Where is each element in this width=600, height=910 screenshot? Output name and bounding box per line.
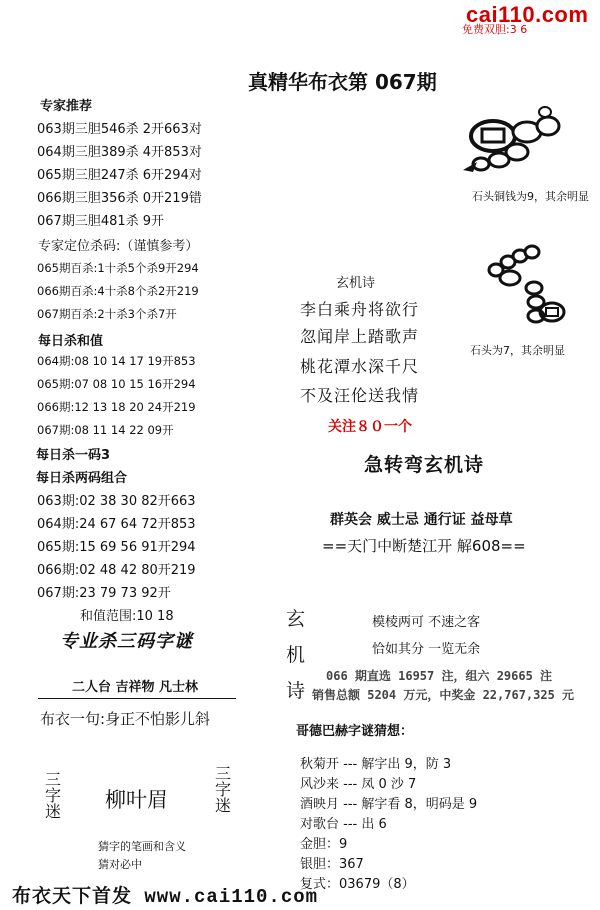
herb-words: 群英会 威士忌 通行证 益母草 xyxy=(330,512,513,528)
expert-line: 065期三胆247杀 6开294对 xyxy=(37,168,202,183)
xuan-char: 机 xyxy=(286,644,306,666)
poem-title: 玄机诗 xyxy=(336,276,376,291)
sum-kill-line: 064期:08 10 14 17 19开853 xyxy=(37,354,196,368)
expert-line: 066期三胆356杀 0开219错 xyxy=(37,191,202,206)
turn-poem-title: 急转弯玄机诗 xyxy=(364,454,485,476)
two-code-line: 064期:24 67 64 72开853 xyxy=(37,517,196,532)
expert-line: 064期三胆389杀 4开853对 xyxy=(37,145,202,160)
poem-line: 桃花潭水深千尺 xyxy=(300,357,420,376)
two-code-line: 065期:15 69 56 91开294 xyxy=(37,540,196,555)
focus-note: 关注８０一个 xyxy=(328,419,412,435)
xuan-line: 模棱两可 不速之客 xyxy=(372,615,481,630)
riddle-title: 专业杀三码字谜 xyxy=(60,631,193,652)
sum-range: 和值范围:10 18 xyxy=(80,609,174,624)
two-code-title: 每日杀两码组合 xyxy=(36,471,128,486)
xuan-line: 恰如其分 一览无余 xyxy=(372,642,481,657)
expert-line: 063期三胆546杀 2开663对 xyxy=(37,122,202,137)
stone-coins-illustration-2 xyxy=(476,244,574,332)
sum-kill-title: 每日杀和值 xyxy=(38,334,104,349)
sum-kill-line: 067期:08 11 14 22 09开 xyxy=(37,423,174,437)
xuan-char: 诗 xyxy=(286,680,306,702)
silver-dan: 银胆：367 xyxy=(300,857,364,872)
two-code-line: 066期:02 48 42 80开219 xyxy=(37,563,196,578)
stone-caption-1: 石头铜钱为9，其余明显 xyxy=(472,190,589,203)
position-kill-line: 066期百杀:4十杀8个杀2开219 xyxy=(37,284,199,298)
three-char-riddle-right: 三字迷 xyxy=(214,764,231,815)
goedel-line: 风沙来 --- 凤 0 沙 7 xyxy=(300,777,417,792)
two-code-line: 063期:02 38 30 82开663 xyxy=(37,494,196,509)
position-kill-line: 067期百杀:2十杀3个杀7开 xyxy=(37,307,177,321)
poem-line: 忽闻岸上踏歌声 xyxy=(300,327,420,346)
position-kill-line: 065期百杀:1十杀5个杀9开294 xyxy=(37,261,199,275)
sum-kill-line: 065期:07 08 10 15 16开294 xyxy=(37,377,196,391)
stone-caption-2: 石头为7，其余明显 xyxy=(470,344,565,357)
goedel-line: 酒映月 --- 解字看 8，明码是 9 xyxy=(300,797,478,812)
riddle-words: 二人台 吉祥物 凡士林 xyxy=(72,680,199,695)
goedel-line: 对歌台 --- 出 6 xyxy=(300,817,387,832)
xuan-char: 玄 xyxy=(286,608,306,630)
divider xyxy=(38,698,236,699)
footer-banner: 布衣天下首发 www.cai110.com xyxy=(12,886,319,908)
position-kill-title: 专家定位杀码:（谨慎参考） xyxy=(38,239,199,254)
gold-dan: 金胆：9 xyxy=(300,837,348,852)
three-char-riddle-left: 三字迷 xyxy=(44,770,61,821)
guess-hint-2: 猜对必中 xyxy=(98,858,142,871)
willow-brow: 柳叶眉 xyxy=(105,788,168,812)
free-double-tip: 免费双胆:3 6 xyxy=(462,23,528,36)
page-title: 真精华布衣第 067期 xyxy=(248,70,437,94)
gate-line: ==天门中断楚江开 解608== xyxy=(322,537,526,555)
compound-pick: 复式：03679（8） xyxy=(300,877,415,892)
two-code-line: 067期:23 79 73 92开 xyxy=(37,586,171,601)
goedel-title: 哥德巴赫字谜猜想： xyxy=(296,724,414,739)
sum-kill-line: 066期:12 13 18 20 24开219 xyxy=(37,400,196,414)
sales-line: 066 期直选 16957 注，组六 29665 注 xyxy=(326,669,553,683)
site-logo: cai110.com xyxy=(466,2,589,27)
kill-one-code: 每日杀一码3 xyxy=(36,448,111,463)
poem-line: 李白乘舟将欲行 xyxy=(300,300,420,319)
poem-line: 不及汪伦送我情 xyxy=(300,386,420,405)
goedel-line: 秋菊开 --- 解字出 9，防 3 xyxy=(300,757,452,772)
expert-line: 067期三胆481杀 9开 xyxy=(37,214,165,229)
expert-title: 专家推荐 xyxy=(40,99,93,114)
stone-coins-illustration-1 xyxy=(455,104,565,174)
buyi-saying: 布衣一句:身正不怕影儿斜 xyxy=(40,710,211,728)
guess-hint: 猜字的笔画和含义 xyxy=(98,840,186,853)
sales-line: 销售总额 5204 万元，中奖金 22,767,325 元 xyxy=(312,688,575,702)
